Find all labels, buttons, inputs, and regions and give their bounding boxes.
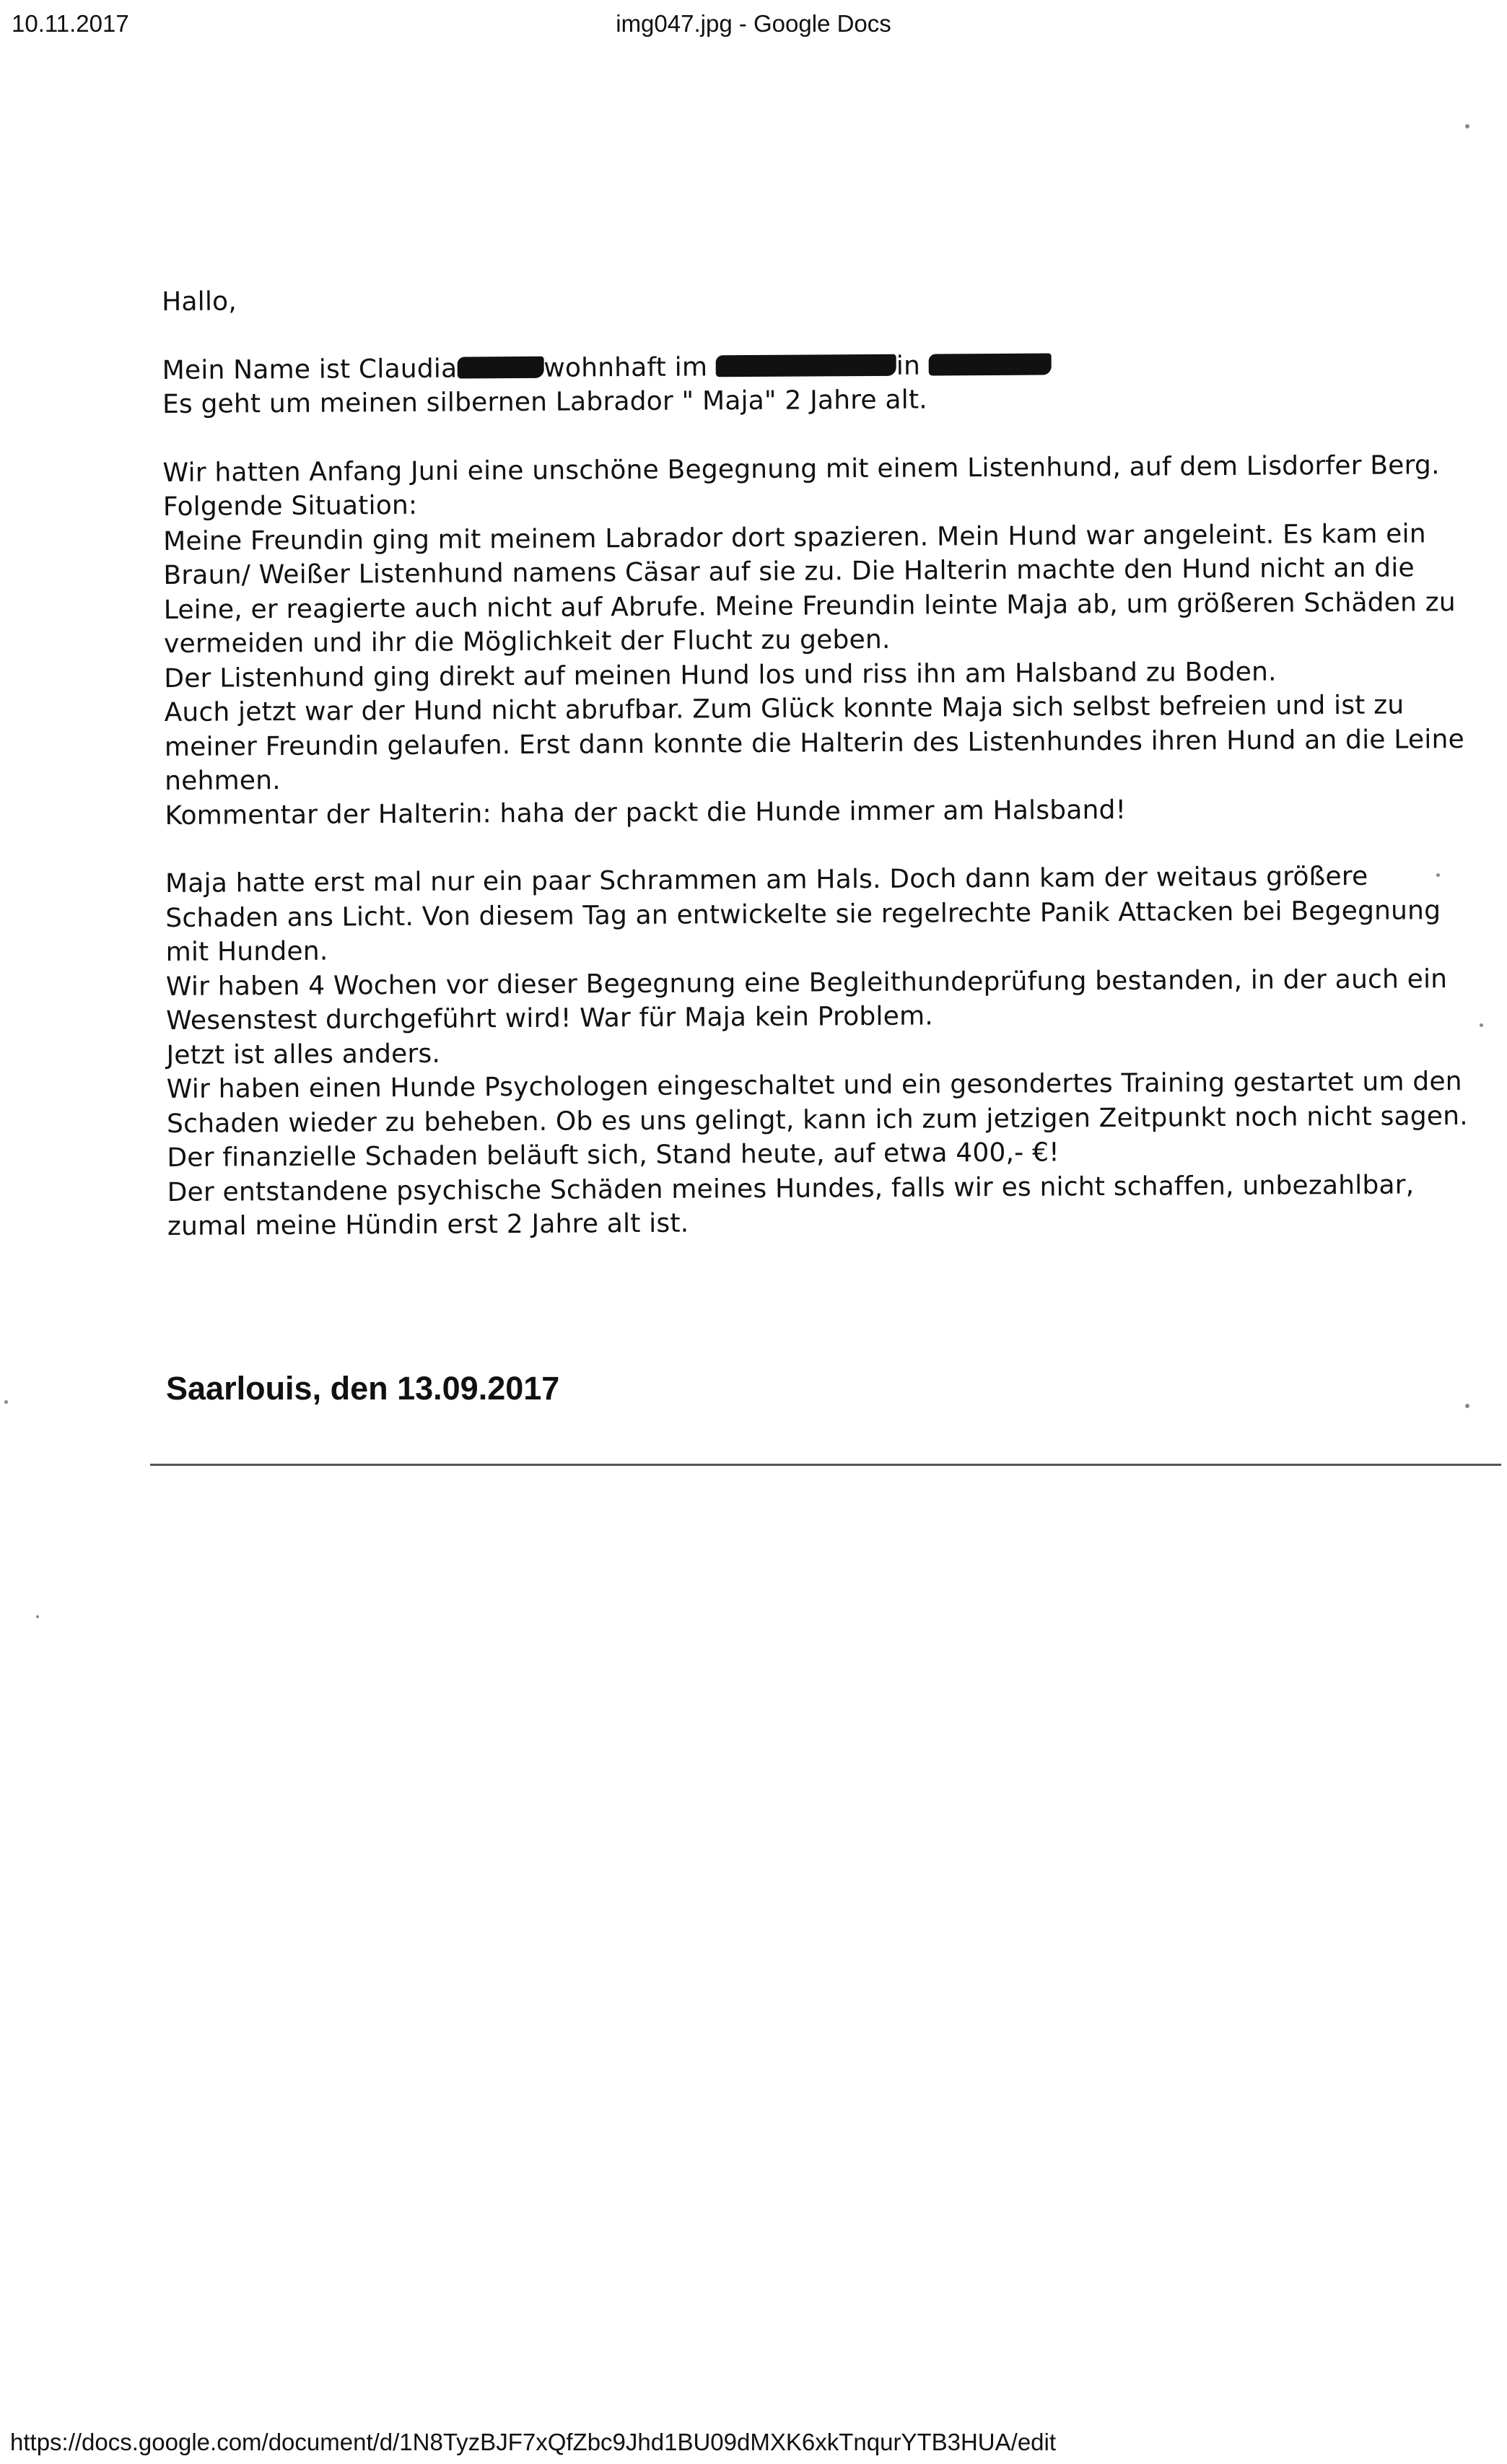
scan-speck: [1480, 1023, 1483, 1027]
consequences-line: Jetzt ist alles anders.: [166, 1039, 441, 1070]
print-title: img047.jpg - Google Docs: [616, 10, 891, 37]
incident-line: Leine, er reagierte auch nicht auf Abrufe. Meine Freundin leinte Maja ab, um größeren Schäden zu: [163, 587, 1456, 625]
place-and-date: Saarlouis, den 13.09.2017: [166, 1370, 560, 1407]
incident-line: Meine Freundin ging mit meinem Labrador dort spazieren. Mein Hund war angeleint. Es kam ein: [163, 518, 1426, 556]
consequences-line: Der finanzielle Schaden beläuft sich, Stand heute, auf etwa 400,- €!: [167, 1137, 1060, 1173]
incident-paragraph: [162, 447, 1507, 833]
incident-line: Der Listenhund ging direkt auf meinen Hund los und riss ihn am Halsband zu Boden.: [164, 657, 1277, 694]
consequences-line: Schaden ans Licht. Von diesem Tag an entwickelte sie regelrechte Panik Attacken bei Begegnung: [165, 895, 1441, 933]
redaction-street: [716, 354, 896, 377]
incident-line: meiner Freundin gelaufen. Erst dann konnte die Halterin des Listenhundes ihren Hund an die Leine: [164, 724, 1465, 762]
in-word: in: [896, 351, 921, 381]
consequences-line: Wir haben einen Hunde Psychologen eingeschaltet und ein gesondertes Training gestartet um den: [166, 1067, 1462, 1104]
print-date: 10.11.2017: [12, 10, 129, 37]
consequences-line: Wesenstest durchgeführt wird! War für Maja kein Problem.: [166, 1001, 934, 1036]
consequences-line: Wir haben 4 Wochen vor dieser Begegnung eine Begleithundeprüfung bestanden, in der auch ein: [165, 964, 1448, 1002]
greeting: Hallo,: [162, 287, 237, 317]
consequences-line: Maja hatte erst mal nur ein paar Schrammen am Hals. Doch dann kam der weitaus größere: [165, 861, 1368, 899]
incident-line: nehmen.: [165, 766, 281, 796]
intro-line-2: Es geht um meinen silbernen Labrador " Maja" 2 Jahre alt.: [162, 385, 927, 419]
intro-paragraph: [162, 345, 1506, 421]
incident-line: Wir hatten Anfang Juni eine unschöne Begegnung mit einem Listenhund, auf dem Lisdorfer Berg.: [162, 450, 1440, 488]
incident-line: Folgende Situation:: [162, 490, 418, 522]
incident-line: Auch jetzt war der Hund nicht abrufbar. Zum Glück konnte Maja sich selbst befreien und ist zu: [164, 690, 1405, 728]
print-header: [0, 10, 1507, 46]
consequences-line: zumal meine Hündin erst 2 Jahre alt ist.: [167, 1208, 689, 1241]
divider-line: [150, 1464, 1501, 1466]
incident-line: vermeiden und ihr die Möglichkeit der Flucht zu geben.: [163, 624, 891, 659]
print-footer-url: https://docs.google.com/document/d/1N8TyzBJF7xQfZbc9Jhd1BU09dMXK6xkTnqurYTB3HUA/edit: [10, 2429, 1057, 2455]
scan-speck: [36, 1615, 39, 1618]
residence-text: wohnhaft im: [543, 351, 708, 383]
redaction-city: [929, 353, 1052, 375]
scan-speck: [4, 1400, 8, 1404]
incident-line: Kommentar der Halterin: haha der packt die Hunde immer am Halsband!: [165, 795, 1127, 831]
scan-speck: [1465, 124, 1469, 128]
name-prefix: Mein Name ist Claudia: [162, 354, 458, 385]
incident-line: Braun/ Weißer Listenhund namens Cäsar auf sie zu. Die Halterin machte den Hund nicht an die: [163, 553, 1415, 590]
scan-speck: [1465, 1404, 1469, 1408]
letter-body: [162, 277, 1507, 1278]
consequences-line: mit Hunden.: [165, 936, 328, 967]
consequences-paragraph: [165, 859, 1507, 1244]
scan-speck: [1436, 873, 1440, 877]
redaction-surname: [457, 356, 543, 378]
consequences-line: Schaden wieder zu beheben. Ob es uns gelingt, kann ich zum jetzigen Zeitpunkt noch nicht sagen.: [166, 1101, 1468, 1139]
consequences-line: Der entstandene psychische Schäden meines Hundes, falls wir es nicht schaffen, unbezahlbar,: [167, 1169, 1415, 1207]
